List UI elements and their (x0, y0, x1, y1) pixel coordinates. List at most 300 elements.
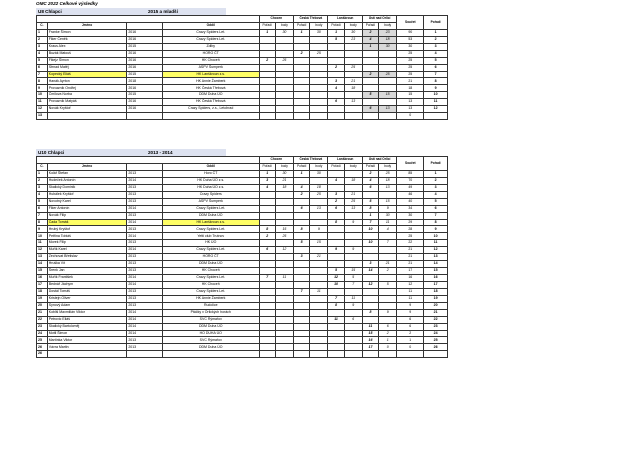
race-place (294, 323, 310, 330)
overall-place: 2 (424, 177, 448, 184)
race-place: 11 (328, 316, 344, 323)
race-place (294, 233, 310, 240)
birth-year: 2014 (127, 233, 163, 240)
race-points: 11 (344, 295, 362, 302)
race-points (310, 198, 328, 205)
birth-year: 2013 (127, 240, 163, 247)
competitor-name: Bednář Jáchym (47, 281, 127, 288)
race-points (344, 106, 362, 113)
race-place (328, 184, 344, 191)
club-name: HK ÚO (162, 240, 259, 247)
table-row (37, 50, 448, 57)
race-place (294, 268, 310, 275)
table-row (37, 212, 448, 219)
birth-year: 2014 (127, 247, 163, 254)
col-year-header (127, 164, 163, 171)
race-points (344, 309, 362, 316)
race-points (310, 247, 328, 254)
points-total: 30 (397, 43, 424, 50)
col-number-header: C. (37, 22, 48, 29)
race-points: 15 (275, 226, 293, 233)
race-place (294, 43, 310, 50)
race-points (344, 226, 362, 233)
race-points (275, 281, 293, 288)
race-place (259, 50, 275, 57)
competitor-name: Hruška Vít (47, 261, 127, 268)
race-points: 9 (344, 302, 362, 309)
race-points-header: body (379, 22, 397, 29)
race-points (310, 177, 328, 184)
race-place: 8 (362, 205, 378, 212)
race-points: 25 (379, 71, 397, 78)
points-total: 25 (397, 71, 424, 78)
race-points: 15 (310, 240, 328, 247)
table-row (37, 268, 448, 275)
race-place: 7 (294, 288, 310, 295)
club-name (162, 351, 259, 358)
race-points (310, 212, 328, 219)
race-points (275, 302, 293, 309)
race-points: 25 (344, 64, 362, 71)
race-place (259, 113, 275, 120)
results-table (36, 15, 448, 120)
race-place (259, 92, 275, 99)
overall-place: 6 (424, 205, 448, 212)
overall-place: 26 (424, 344, 448, 351)
category-name: U8 Chlapci (36, 8, 148, 15)
club-name: Crazy Spiders (162, 191, 259, 198)
race-points: 6 (344, 316, 362, 323)
row-number: 17 (37, 281, 48, 288)
race-points (275, 316, 293, 323)
race-points (310, 233, 328, 240)
race-place (259, 198, 275, 205)
race-header: Česká Třebová (294, 157, 328, 164)
race-place (362, 85, 378, 92)
competitor-name (47, 113, 127, 120)
table-row (37, 288, 448, 295)
race-place (362, 288, 378, 295)
table-row (37, 316, 448, 323)
row-number: 26 (37, 344, 48, 351)
race-place (294, 177, 310, 184)
points-total: 0 (397, 113, 424, 120)
race-place (294, 316, 310, 323)
points-total: 28 (397, 226, 424, 233)
overall-place: 5 (424, 198, 448, 205)
table-row (37, 344, 448, 351)
table-row (37, 113, 448, 120)
row-number: 5 (37, 198, 48, 205)
race-place (259, 36, 275, 43)
competitor-name: Strnad Matěj (47, 64, 127, 71)
competitor-name: Kolář Štefan (47, 170, 127, 177)
overall-place: 23 (424, 323, 448, 330)
race-points: 21 (344, 191, 362, 198)
col-club-header: Oddíl (162, 22, 259, 29)
race-place: 10 (362, 226, 378, 233)
table-row (37, 170, 448, 177)
race-points (379, 351, 397, 358)
race-place: 7 (259, 275, 275, 282)
row-number: 13 (37, 254, 48, 261)
points-total: 22 (397, 240, 424, 247)
race-place: 17 (362, 344, 378, 351)
race-points: 21 (275, 177, 293, 184)
section-title (36, 149, 448, 156)
birth-year: 2013 (127, 191, 163, 198)
overall-place: 10 (424, 92, 448, 99)
overall-place: 3 (424, 43, 448, 50)
race-place: 7 (362, 219, 378, 226)
club-name: Crazy Spiders Let. (162, 205, 259, 212)
club-name: HK Annie Žamberk (162, 295, 259, 302)
table-row (37, 281, 448, 288)
race-points (310, 64, 328, 71)
points-total: 40 (397, 198, 424, 205)
table-row (37, 323, 448, 330)
overall-place: 13 (424, 254, 448, 261)
race-points (310, 99, 328, 106)
points-total: 46 (397, 191, 424, 198)
points-total: 21 (397, 261, 424, 268)
birth-year: 2016 (127, 36, 163, 43)
race-place: 2 (294, 191, 310, 198)
race-points (310, 351, 328, 358)
row-number: 7 (37, 71, 48, 78)
header-blank (37, 157, 260, 164)
race-place (294, 261, 310, 268)
race-points (310, 106, 328, 113)
table-row (37, 71, 448, 78)
race-points-header: body (344, 22, 362, 29)
points-total: 25 (397, 233, 424, 240)
race-points: 15 (379, 198, 397, 205)
race-points: 6 (379, 323, 397, 330)
table-row (37, 247, 448, 254)
birth-year: 2016 (127, 50, 163, 57)
points-total: 34 (397, 205, 424, 212)
competitor-name: Martínka Viktor (47, 337, 127, 344)
race-points (344, 113, 362, 120)
overall-place: 18 (424, 288, 448, 295)
overall-place: 1 (424, 170, 448, 177)
race-points (275, 191, 293, 198)
race-place: 3 (328, 78, 344, 85)
col-club-header: Oddíl (162, 164, 259, 171)
row-number: 12 (37, 106, 48, 113)
overall-place: 7 (424, 71, 448, 78)
row-number: 25 (37, 337, 48, 344)
race-place (259, 85, 275, 92)
birth-year: 2014 (127, 281, 163, 288)
competitor-name: Kraus Alex (47, 43, 127, 50)
club-name: Crazy Spiders Let. (162, 247, 259, 254)
race-place-header: Pořadí (259, 164, 275, 171)
race-points (275, 337, 293, 344)
club-name: DDM Duha ÚO (162, 261, 259, 268)
sections (36, 8, 448, 358)
points-total: 6 (397, 323, 424, 330)
race-place: 12 (362, 281, 378, 288)
club-name: HK Lanškroun z.s. (162, 219, 259, 226)
points-total: 21 (397, 254, 424, 261)
overall-place (424, 351, 448, 358)
race-place: 4 (328, 85, 344, 92)
race-place (294, 64, 310, 71)
competitor-name: Fikejz Šimon (47, 57, 127, 64)
sum-header: Součet (397, 157, 424, 171)
race-place: 6 (328, 99, 344, 106)
table-row (37, 275, 448, 282)
competitor-name: Novák Kryštof (47, 106, 127, 113)
points-total: 13 (397, 99, 424, 106)
competitor-name (47, 351, 127, 358)
race-points-header: body (275, 164, 293, 171)
race-points: 12 (275, 247, 293, 254)
club-name: HK Duha ÚO z.s. (162, 177, 259, 184)
points-total: 6 (397, 316, 424, 323)
race-points: 13 (344, 205, 362, 212)
competitor-name: Mottl Šimon (47, 330, 127, 337)
race-points (310, 219, 328, 226)
competitor-name: Novák Filip (47, 212, 127, 219)
race-place (328, 57, 344, 64)
row-number: 5 (37, 57, 48, 64)
points-total: 21 (397, 247, 424, 254)
club-name: Crazy Spiders, z.s., Letohrad (162, 106, 259, 113)
birth-year: 2016 (127, 29, 163, 36)
race-points (379, 78, 397, 85)
race-place (328, 323, 344, 330)
race-points (379, 85, 397, 92)
competitor-name: Provazník Matyáš (47, 99, 127, 106)
race-points (310, 85, 328, 92)
race-place (328, 212, 344, 219)
row-number: 10 (37, 233, 48, 240)
birth-year: 2014 (127, 323, 163, 330)
race-points: 23 (344, 36, 362, 43)
race-place (328, 351, 344, 358)
race-points: 25 (310, 191, 328, 198)
row-number: 21 (37, 309, 48, 316)
table-row (37, 184, 448, 191)
race-place: 1 (362, 212, 378, 219)
race-place: 4 (259, 184, 275, 191)
race-points-header: body (379, 164, 397, 171)
race-points: 30 (379, 43, 397, 50)
overall-place (424, 113, 448, 120)
race-place (328, 254, 344, 261)
table-row (37, 219, 448, 226)
race-place (294, 85, 310, 92)
race-place (294, 330, 310, 337)
points-total: 2 (397, 330, 424, 337)
race-points (310, 337, 328, 344)
birth-year: 2013 (127, 198, 163, 205)
race-place: 9 (328, 247, 344, 254)
race-place: 8 (328, 302, 344, 309)
race-place: 1 (294, 29, 310, 36)
race-place (328, 233, 344, 240)
points-total: 12 (397, 281, 424, 288)
race-place (259, 212, 275, 219)
race-place (362, 57, 378, 64)
birth-year: 2014 (127, 330, 163, 337)
race-points (275, 99, 293, 106)
race-points (310, 302, 328, 309)
race-place-header: Pořadí (362, 22, 378, 29)
race-place: 4 (362, 177, 378, 184)
race-points: 25 (310, 50, 328, 57)
race-points (379, 288, 397, 295)
race-points (310, 113, 328, 120)
race-place: 4 (294, 184, 310, 191)
race-points: 25 (275, 57, 293, 64)
row-number: 24 (37, 330, 48, 337)
race-points (275, 212, 293, 219)
race-place: 2 (362, 170, 378, 177)
race-place (259, 344, 275, 351)
competitor-name: Franke Šimon (47, 29, 127, 36)
club-name: HK Choceň (162, 57, 259, 64)
race-points (275, 78, 293, 85)
race-points (310, 275, 328, 282)
birth-year: 2014 (127, 275, 163, 282)
section-title (36, 8, 448, 15)
race-place (294, 198, 310, 205)
competitor-name: Čada Tomáš (47, 219, 127, 226)
competitor-name: Synový Adam (47, 302, 127, 309)
race-place (294, 106, 310, 113)
overall-place: 6 (424, 64, 448, 71)
overall-place: 21 (424, 309, 448, 316)
race-place: 2 (328, 64, 344, 71)
points-total: 70 (397, 177, 424, 184)
race-points: 18 (344, 177, 362, 184)
row-number: 22 (37, 316, 48, 323)
race-place (259, 64, 275, 71)
col-number-header: C. (37, 164, 48, 171)
race-place (328, 288, 344, 295)
race-place (259, 295, 275, 302)
birth-year (127, 351, 163, 358)
club-name: HORO ČT (162, 254, 259, 261)
race-place (294, 212, 310, 219)
race-points (344, 233, 362, 240)
race-points (379, 254, 397, 261)
competitor-name: Fiker Čeněk (47, 36, 127, 43)
race-place (259, 219, 275, 226)
race-points (344, 337, 362, 344)
competitor-name: Čmilova Norba (47, 92, 127, 99)
race-place (328, 261, 344, 268)
table-row (37, 177, 448, 184)
race-header: Lanškroun (328, 16, 362, 23)
race-points: 0 (379, 344, 397, 351)
row-number: 11 (37, 99, 48, 106)
race-place (294, 78, 310, 85)
row-number: 2 (37, 177, 48, 184)
row-number: 26 (37, 351, 48, 358)
row-number: 9 (37, 226, 48, 233)
birth-year: 2013 (127, 268, 163, 275)
race-place: 6 (362, 106, 378, 113)
race-place: 5 (362, 198, 378, 205)
race-points (275, 71, 293, 78)
overall-place: 20 (424, 302, 448, 309)
race-points (275, 106, 293, 113)
club-name: Crazy Spiders Let. (162, 288, 259, 295)
race-place (294, 99, 310, 106)
race-place: 1 (328, 29, 344, 36)
club-name: ASPV Šumperk (162, 64, 259, 71)
club-name: Ptáčky v Orlických horách (162, 309, 259, 316)
table-row (37, 295, 448, 302)
race-place: 8 (328, 219, 344, 226)
club-name: Crazy Spiders Let. (162, 29, 259, 36)
overall-place: 8 (424, 78, 448, 85)
race-points (344, 323, 362, 330)
competitor-name: Hanák Ayrton (47, 78, 127, 85)
points-total: 29 (397, 219, 424, 226)
race-points (310, 268, 328, 275)
race-points (344, 212, 362, 219)
race-points (275, 219, 293, 226)
race-points-header: body (275, 22, 293, 29)
birth-year: 2013 (127, 344, 163, 351)
competitor-name: Hrubý Kryštof (47, 226, 127, 233)
race-points: 5 (344, 275, 362, 282)
race-points: 30 (379, 212, 397, 219)
race-place: 8 (362, 309, 378, 316)
birth-year: 2013 (127, 288, 163, 295)
competitor-name: Buzák Matouš (47, 50, 127, 57)
race-place (259, 330, 275, 337)
race-points: 9 (344, 219, 362, 226)
race-place: 2 (328, 198, 344, 205)
overall-place: 4 (424, 50, 448, 57)
birth-year: 2014 (127, 316, 163, 323)
race-points (344, 170, 362, 177)
race-place: 4 (362, 36, 378, 43)
race-points (275, 85, 293, 92)
birth-year: 2013 (127, 254, 163, 261)
race-place (362, 191, 378, 198)
race-points: 13 (379, 184, 397, 191)
birth-year: 2016 (127, 106, 163, 113)
header-blank (37, 16, 260, 23)
race-points (275, 198, 293, 205)
race-place: 5 (294, 240, 310, 247)
club-name: ASPV Šumperk (162, 198, 259, 205)
race-place (362, 78, 378, 85)
birth-year: 2016 (127, 99, 163, 106)
row-number: 1 (37, 170, 48, 177)
race-points (275, 261, 293, 268)
points-total: 90 (397, 29, 424, 36)
club-name: HK Česká Třebová (162, 85, 259, 92)
race-place: 2 (259, 57, 275, 64)
overall-place: 12 (424, 106, 448, 113)
points-total: 18 (397, 85, 424, 92)
row-number: 3 (37, 184, 48, 191)
race-place (362, 351, 378, 358)
club-name: HO DUHA ÚO (162, 330, 259, 337)
club-name: HK Annie Žamberk (162, 78, 259, 85)
race-header: Ústí nad Orlicí (362, 157, 396, 164)
race-place: 2 (259, 233, 275, 240)
